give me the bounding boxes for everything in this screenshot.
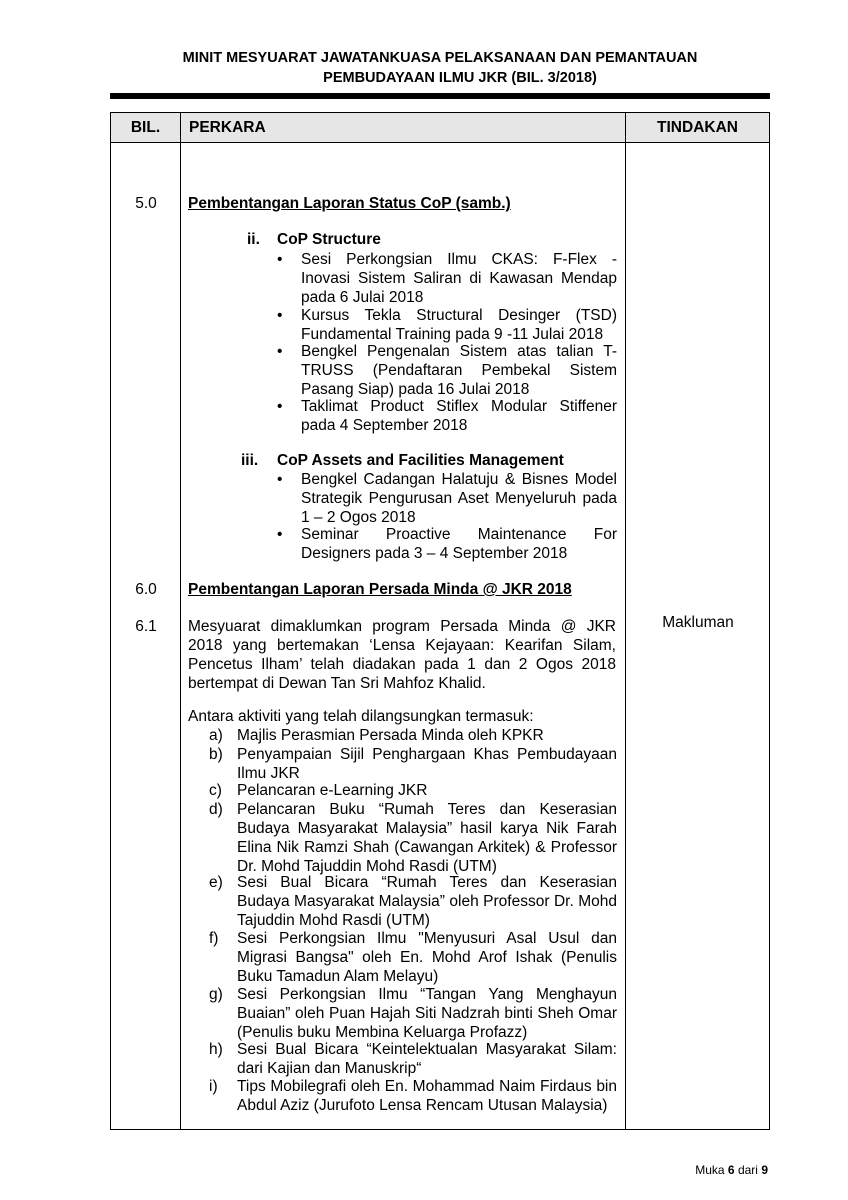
section-6-1-paragraph: Mesyuarat dimaklumkan program Persada Minda @ JKR 2018 yang bertemakan ‘Lensa Kejayaan: Kearifan Silam, Pencetus Ilham’ telah diadakan pada 1 dan 2 Ogos 2018 bertempat di Dewan Tan Sri Mahfoz Khalid. bbox=[188, 618, 616, 692]
title-line-1: MINIT MESYUARAT JAWATANKUASA PELAKSANAAN DAN PEMANTAUAN bbox=[182, 50, 698, 66]
page-number: Muka 6 dari 9 bbox=[695, 1163, 768, 1177]
sub-ii-title: CoP Structure bbox=[277, 231, 381, 248]
activity-item: a) Majlis Perasmian Persada Minda oleh KPKR bbox=[209, 727, 544, 744]
section-5-number: 5.0 bbox=[135, 195, 157, 212]
cop-assets-item: • Bengkel Cadangan Halatuju & Bisnes Model Strategik Pengurusan Aset Menyeluruh pada 1 – 2 Ogos 2018 bbox=[301, 470, 617, 527]
header-bil: BIL. bbox=[111, 113, 181, 143]
section-6-1-number: 6.1 bbox=[135, 618, 157, 635]
activity-item: b) Penyampaian Sijil Penghargaan Khas Pembudayaan Ilmu JKR bbox=[209, 746, 617, 782]
header-perkara: PERKARA bbox=[181, 113, 626, 143]
cop-structure-item: • Taklimat Product Stiflex Modular Stiffener pada 4 September 2018 bbox=[301, 397, 617, 435]
section-6-title: Pembentangan Laporan Persada Minda @ JKR 2018 bbox=[188, 581, 572, 598]
title-line-2: PEMBUDAYAAN ILMU JKR (BIL. 3/2018) bbox=[323, 70, 597, 86]
document-title bbox=[110, 48, 770, 88]
activity-item: i) Tips Mobilegrafi oleh En. Mohammad Naim Firdaus bin Abdul Aziz (Jurufoto Lensa Rencam Utusan Malaysia) bbox=[209, 1078, 617, 1114]
activity-item: f) Sesi Perkongsian Ilmu "Menyusuri Asal Usul dan Migrasi Bangsa" oleh En. Mohd Arof Ishak (Penulis Buku Tamadun Alam Melayu) bbox=[209, 930, 617, 985]
activity-item: g) Sesi Perkongsian Ilmu “Tangan Yang Menghayun Buaian” oleh Puan Hajah Siti Nadzrah binti Sheh Omar (Penulis buku Membina Keluarga Profazz) bbox=[209, 986, 617, 1041]
tindakan-column bbox=[626, 143, 770, 1130]
header-tindakan: TINDAKAN bbox=[626, 113, 770, 143]
sub-iii-numeral: iii. bbox=[241, 452, 259, 469]
activity-item: d) Pelancaran Buku “Rumah Teres dan Keserasian Budaya Masyarakat Malaysia” hasil karya Nik Farah Elina Nik Ramzi Shah (Cawangan Arkitek) & Professor Dr. Mohd Tajuddin Mohd Rasdi (UTM) bbox=[209, 801, 617, 875]
cop-structure-item: • Sesi Perkongsian Ilmu CKAS: F-Flex - Inovasi Sistem Saliran di Kawasan Mendap pada 6 Julai 2018 bbox=[301, 250, 617, 307]
minutes-table bbox=[110, 112, 770, 1130]
section-6-number: 6.0 bbox=[135, 581, 157, 598]
cop-structure-item: • Bengkel Pengenalan Sistem atas talian T-TRUSS (Pendaftaran Pembekal Sistem Pasang Siap) pada 16 Julai 2018 bbox=[301, 342, 617, 399]
cop-structure-item: • Kursus Tekla Structural Desinger (TSD) Fundamental Training pada 9 -11 Julai 2018 bbox=[301, 306, 617, 344]
header-rule bbox=[110, 93, 770, 99]
bil-column bbox=[111, 143, 181, 1130]
activity-item: c) Pelancaran e-Learning JKR bbox=[209, 782, 428, 799]
tindakan-makluman: Makluman bbox=[662, 614, 734, 631]
table-body-row bbox=[111, 143, 770, 1130]
cop-assets-item: • Seminar Proactive Maintenance For Designers pada 3 – 4 September 2018 bbox=[301, 525, 617, 563]
sub-ii-numeral: ii. bbox=[247, 231, 260, 248]
activity-item: e) Sesi Bual Bicara “Rumah Teres dan Keserasian Budaya Masyarakat Malaysia” oleh Professor Dr. Mohd Tajuddin Mohd Rasdi (UTM) bbox=[209, 874, 617, 929]
section-5-title: Pembentangan Laporan Status CoP (samb.) bbox=[188, 195, 511, 212]
activities-intro: Antara aktiviti yang telah dilangsungkan termasuk: bbox=[188, 708, 534, 725]
table-header-row bbox=[111, 113, 770, 143]
activity-item: h) Sesi Bual Bicara “Keintelektualan Masyarakat Silam: dari Kajian dan Manuskrip“ bbox=[209, 1041, 617, 1077]
perkara-column bbox=[181, 143, 626, 1130]
sub-iii-title: CoP Assets and Facilities Management bbox=[277, 452, 564, 469]
